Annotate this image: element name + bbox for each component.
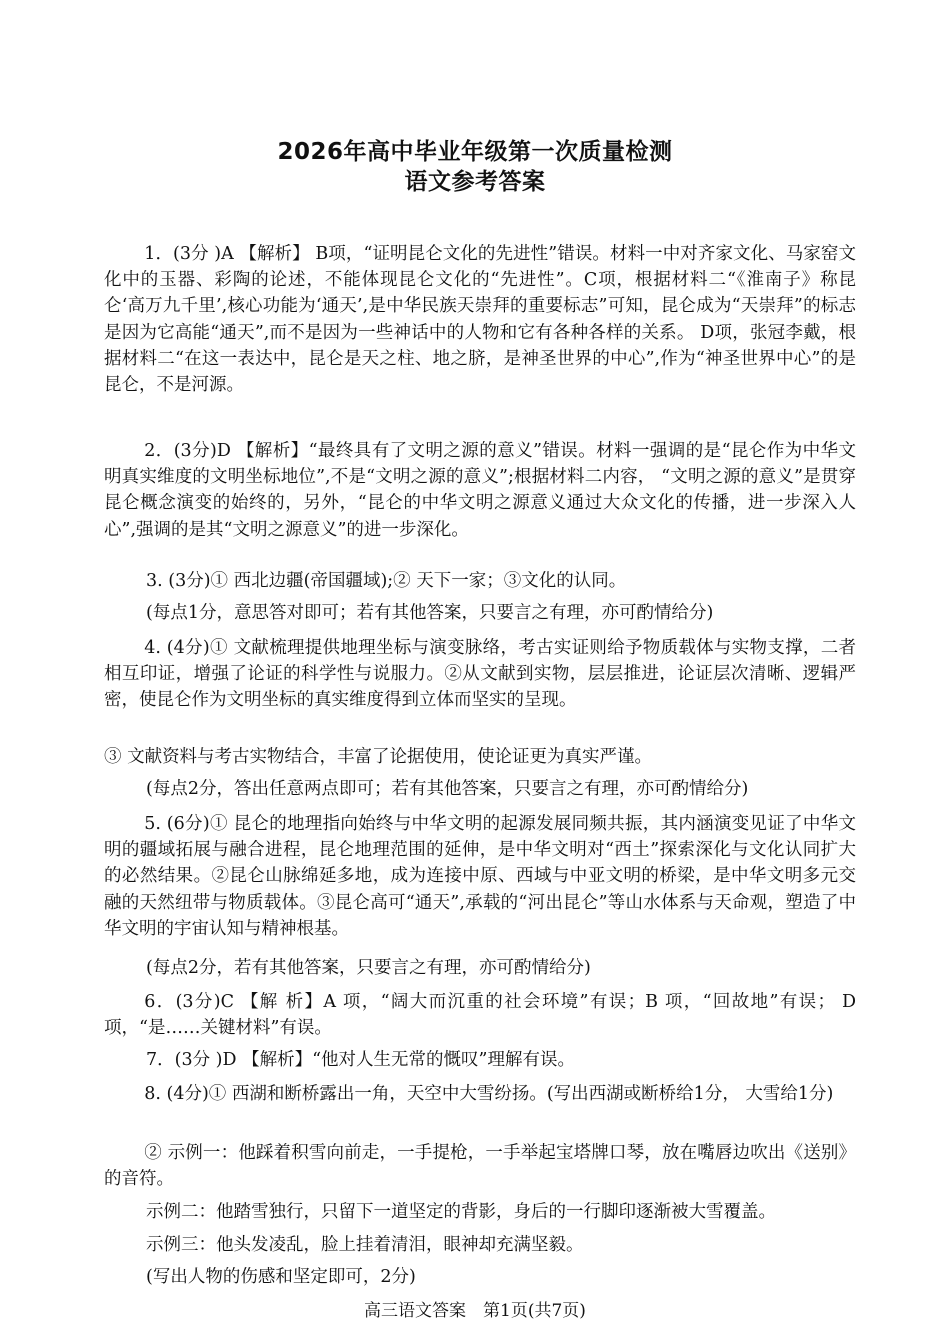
answer-2: 2．(3分)D 【解析】“最终具有了文明之源的意义”错误。材料一强调的是“昆仑作为中华文明真实维度的文明坐标地位”,不是“文明之源的意义”;根据材料二内容， “文明之源的意义”是贯穿昆仑概念演变的始终的，另外，“昆仑的中华文明之源意义通过大众文化的传播，进一步深入人心”,强调的是其“文明之源意义”的进一步深化。 (104, 441, 856, 540)
answer-8-example-2: 示例二：他踏雪独行，只留下一道坚定的背影，身后的一行脚印逐渐被大雪覆盖。 (146, 1202, 776, 1222)
answer-3: 3. (3分)① 西北边疆(帝国疆域);② 天下一家；③文化的认同。 (146, 571, 627, 591)
answer-8: 8. (4分)① 西湖和断桥露出一角，天空中大雪纷扬。(写出西湖或断桥给1分， 大雪给1分) (144, 1084, 834, 1104)
page-subtitle: 语文参考答案 (404, 169, 546, 195)
answer-8-example-3: 示例三：他头发凌乱，脸上挂着清泪，眼神却充满坚毅。 (146, 1235, 584, 1255)
answer-4-point-3: ③ 文献资料与考古实物结合，丰富了论据使用，使论证更为真实严谨。 (104, 747, 653, 767)
answer-5-scoring-note: (每点2分，若有其他答案，只要言之有理，亦可酌情给分) (146, 958, 591, 978)
answer-5: 5. (6分)① 昆仑的地理指向始终与中华文明的起源发展同频共振，其内涵演变见证了中华文明的疆域拓展与融合进程，昆仑地理范围的延伸，是中华文明对“西土”探索深化与文化认同扩大的必然结果。②昆仑山脉绵延多地，成为连接中原、西域与中亚文明的桥梁，是中华文明多元交融的天然纽带与物质载体。③昆仑高可“通天”,承载的“河出昆仑”等山水体系与天命观，塑造了中华文明的宇宙认知与精神根基。 (104, 814, 856, 939)
page-footer: 高三语文答案 第1页(共7页) (364, 1301, 586, 1321)
answer-3-scoring-note: (每点1分，意思答对即可；若有其他答案，只要言之有理，亦可酌情给分) (146, 603, 714, 623)
answer-7: 7．(3分 )D 【解析】“他对人生无常的慨叹”理解有误。 (146, 1050, 575, 1070)
answer-4-scoring-note: (每点2分，答出任意两点即可；若有其他答案，只要言之有理，亦可酌情给分) (146, 779, 749, 799)
page-title: 2026年高中毕业年级第一次质量检测 (277, 139, 673, 165)
answer-8-scoring-note: (写出人物的伤感和坚定即可，2分) (146, 1267, 416, 1287)
answer-8-part-2: ② 示例一：他踩着积雪向前走，一手提枪，一手举起宝塔牌口琴，放在嘴唇边吹出《送别》的音符。 (104, 1143, 856, 1190)
answer-1: 1．(3分 )A 【解析】 B项，“证明昆仑文化的先进性”错误。材料一中对齐家文化、马家窑文化中的玉器、彩陶的论述，不能体现昆仑文化的“先进性”。C项，根据材料二“《淮南子》称昆仑‘高万九千里’,核心功能为‘通天’,是中华民族天崇拜的重要标志”可知，昆仑成为“天崇拜”的标志是因为它高能“通天”,而不是因为一些神话中的人物和它有各种各样的关系。 D项，张冠李戴，根据材料二“在这一表达中，昆仑是天之柱、地之脐，是神圣世界的中心”,作为“神圣世界中心”的是昆仑，不是河源。 (104, 244, 856, 396)
answer-4: 4. (4分)① 文献梳理提供地理坐标与演变脉络，考古实证则给予物质载体与实物支撑，二者相互印证，增强了论证的科学性与说服力。②从文献到实物，层层推进，论证层次清晰、逻辑严密，使昆仑作为文明坐标的真实维度得到立体而坚实的呈现。 (104, 638, 856, 711)
answer-6: 6．(3分)C 【解 析】A 项，“阔大而沉重的社会环境”有误；B 项，“回故地”有误； D 项，“是……关键材料”有误。 (104, 992, 856, 1039)
